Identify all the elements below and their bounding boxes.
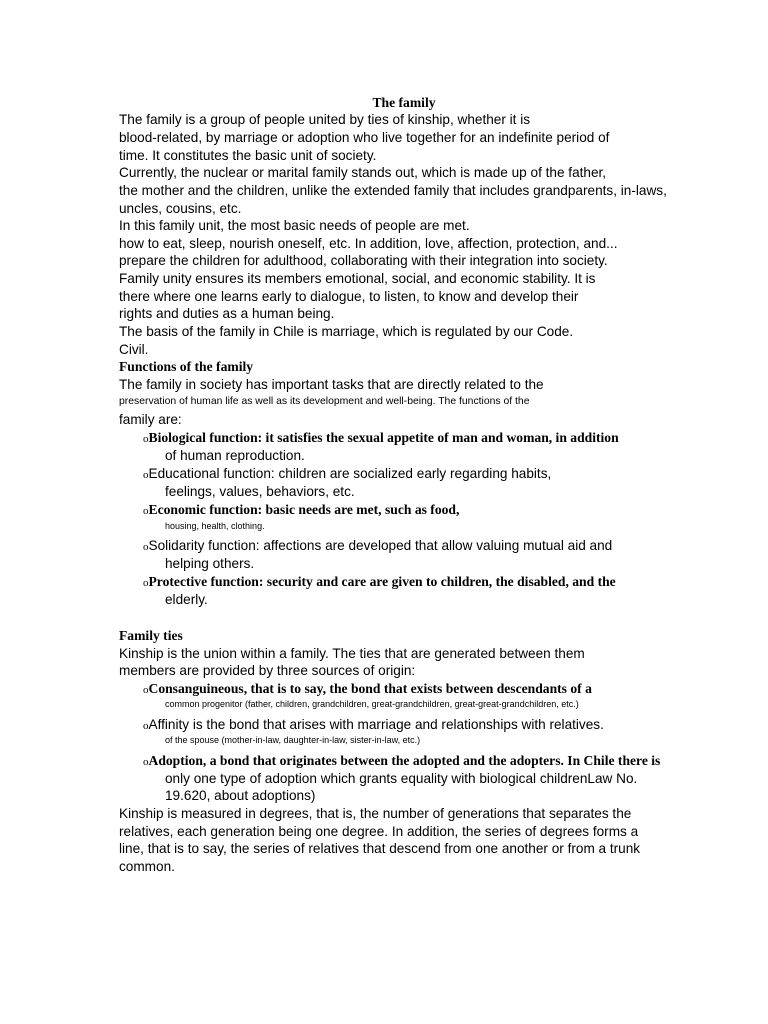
intro-line: In this family unit, the most basic needs of people are met. <box>119 218 470 233</box>
functions-intro-line: The family in society has important tasks that are directly related to the <box>119 377 544 392</box>
intro-line: The basis of the family in Chile is marriage, which is regulated by our Code. <box>119 324 574 339</box>
functions-intro-line: family are: <box>119 412 182 427</box>
intro-line: time. It constitutes the basic unit of society. <box>119 148 377 163</box>
intro-line: how to eat, sleep, nourish oneself, etc. In addition, love, affection, protection, and... <box>119 236 618 251</box>
tie-item-cont: only one type of adoption which grants equality with biological childrenLaw No. <box>165 771 638 786</box>
function-item-cont: feelings, values, behaviors, etc. <box>165 484 355 499</box>
bullet-icon: o <box>143 720 149 732</box>
functions-intro-line: preservation of human life as well as its development and well-being. The functions of the <box>119 396 530 407</box>
intro-line: The family is a group of people united by ties of kinship, whether it is <box>119 112 531 127</box>
function-item-cont: of human reproduction. <box>165 448 305 463</box>
intro-line: Currently, the nuclear or marital family stands out, which is made up of the father, <box>119 165 607 180</box>
bullet-icon: o <box>143 505 149 517</box>
function-item-cont: elderly. <box>165 592 208 607</box>
intro-line: Family unity ensures its members emotional, social, and economic stability. It is <box>119 271 596 286</box>
closing-line: Kinship is measured in degrees, that is, the number of generations that separates the <box>119 806 632 821</box>
tie-item-cont: of the spouse (mother-in-law, daughter-in-law, sister-in-law, etc.) <box>165 735 421 745</box>
intro-line: there where one learns early to dialogue, to listen, to know and develop their <box>119 289 579 304</box>
function-item-biological: oBiological function: it satisfies the sexual appetite of man and woman, in addition <box>143 430 619 445</box>
bullet-icon: o <box>143 541 149 553</box>
intro-line: prepare the children for adulthood, collaborating with their integration into society. <box>119 253 608 268</box>
function-item-cont: helping others. <box>165 556 255 571</box>
intro-line: Civil. <box>119 342 149 357</box>
intro-line: the mother and the children, unlike the extended family that includes grandparents, in-laws, <box>119 183 667 198</box>
tie-item-affinity: oAffinity is the bond that arises with marriage and relationships with relatives. <box>143 717 604 732</box>
function-item-educational: oEducational function: children are socialized early regarding habits, <box>143 466 552 481</box>
intro-line: uncles, cousins, etc. <box>119 201 242 216</box>
bullet-icon: o <box>143 433 149 445</box>
closing-line: relatives, each generation being one degree. In addition, the series of degrees forms a <box>119 824 639 839</box>
closing-line: line, that is to say, the series of relatives that descend from one another or from a trunk <box>119 841 641 856</box>
bullet-icon: o <box>143 469 149 481</box>
ties-intro-line: members are provided by three sources of origin: <box>119 663 416 678</box>
functions-heading: Functions of the family <box>119 359 254 374</box>
ties-intro-line: Kinship is the union within a family. The ties that are generated between them <box>119 646 585 661</box>
function-item-economic: oEconomic function: basic needs are met, such as food, <box>143 502 460 517</box>
closing-line: common. <box>119 859 175 874</box>
intro-line: rights and duties as a human being. <box>119 306 335 321</box>
bullet-icon: o <box>143 684 149 696</box>
tie-item-adoption: oAdoption, a bond that originates between the adopted and the adopters. In Chile there is <box>143 753 661 768</box>
tie-item-cont: 19.620, about adoptions) <box>165 788 316 803</box>
bullet-icon: o <box>143 577 149 589</box>
function-item-solidarity: oSolidarity function: affections are developed that allow valuing mutual aid and <box>143 538 613 553</box>
tie-item-cont: common progenitor (father, children, grandchildren, great-grandchildren, great-great-grandchildren, etc.) <box>165 699 579 709</box>
bullet-icon: o <box>143 756 149 768</box>
document-title: The family <box>372 95 436 110</box>
intro-line: blood-related, by marriage or adoption who live together for an indefinite period of <box>119 130 610 145</box>
function-item-protective: oProtective function: security and care are given to children, the disabled, and the <box>143 574 616 589</box>
function-item-cont: housing, health, clothing. <box>165 521 265 531</box>
ties-heading: Family ties <box>119 628 183 643</box>
tie-item-consanguineous: oConsanguineous, that is to say, the bond that exists between descendants of a <box>143 681 592 696</box>
